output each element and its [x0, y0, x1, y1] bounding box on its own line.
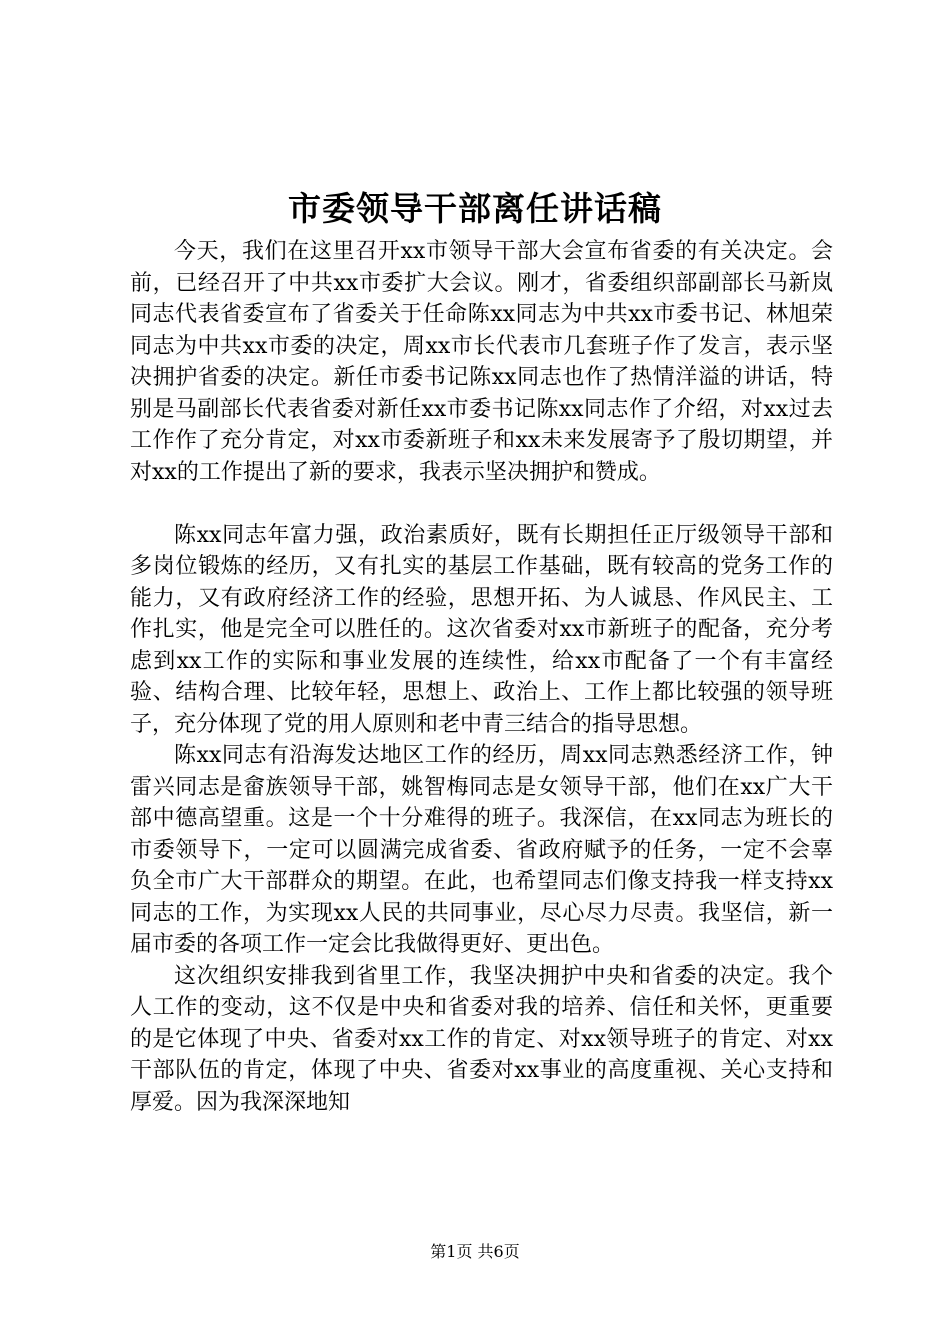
paragraph-spacer — [130, 488, 833, 520]
document-title: 市委领导干部离任讲话稿 — [288, 189, 662, 228]
document-body — [130, 236, 833, 1118]
paragraph-2: 陈xx同志年富力强，政治素质好，既有长期担任正厅级领导干部和多岗位锻炼的经历，又有扎实的基层工作基础，既有较高的党务工作的能力，又有政府经济工作的经验，思想开拓、为人诚恳、作风民主、工作扎实，他是完全可以胜任的。这次省委对xx市新班子的配备，充分考虑到xx工作的实际和事业发展的连续性，给xx市配备了一个有丰富经验、结构合理、比较年轻，思想上、政治上、工作上都比较强的领导班子，充分体现了党的用人原则和老中青三结合的指导思想。 — [130, 522, 833, 737]
page-number-footer: 第1页 共6页 — [430, 1242, 520, 1261]
paragraph-4: 这次组织安排我到省里工作，我坚决拥护中央和省委的决定。我个人工作的变动，这不仅是中央和省委对我的培养、信任和关怀，更重要的是它体现了中央、省委对xx工作的肯定、对xx领导班子的肯定、对xx干部队伍的肯定，体现了中央、省委对xx事业的高度重视、关心支持和厚爱。因为我深深地知 — [130, 963, 833, 1115]
paragraph-1: 今天，我们在这里召开xx市领导干部大会宣布省委的有关决定。会前，已经召开了中共xx市委扩大会议。刚才，省委组织部副部长马新岚同志代表省委宣布了省委关于任命陈xx同志为中共xx市委书记、林旭荣同志为中共xx市委的决定，周xx市长代表市几套班子作了发言，表示坚决拥护省委的决定。新任市委书记陈xx同志也作了热情洋溢的讲话，特别是马副部长代表省委对新任xx市委书记陈xx同志作了介绍，对xx过去工作作了充分肯定，对xx市委新班子和xx未来发展寄予了殷切期望，并对xx的工作提出了新的要求，我表示坚决拥护和赞成。 — [130, 239, 833, 485]
paragraph-3: 陈xx同志有沿海发达地区工作的经历，周xx同志熟悉经济工作，钟雷兴同志是畲族领导干部，姚智梅同志是女领导干部，他们在xx广大干部中德高望重。这是一个十分难得的班子。我深信，在xx同志为班长的市委领导下，一定可以圆满完成省委、省政府赋予的任务，一定不会辜负全市广大干部群众的期望。在此，也希望同志们像支持我一样支持xx同志的工作，为实现xx人民的共同事业，尽心尽力尽责。我坚信，新一届市委的各项工作一定会比我做得更好、更出色。 — [130, 743, 833, 957]
